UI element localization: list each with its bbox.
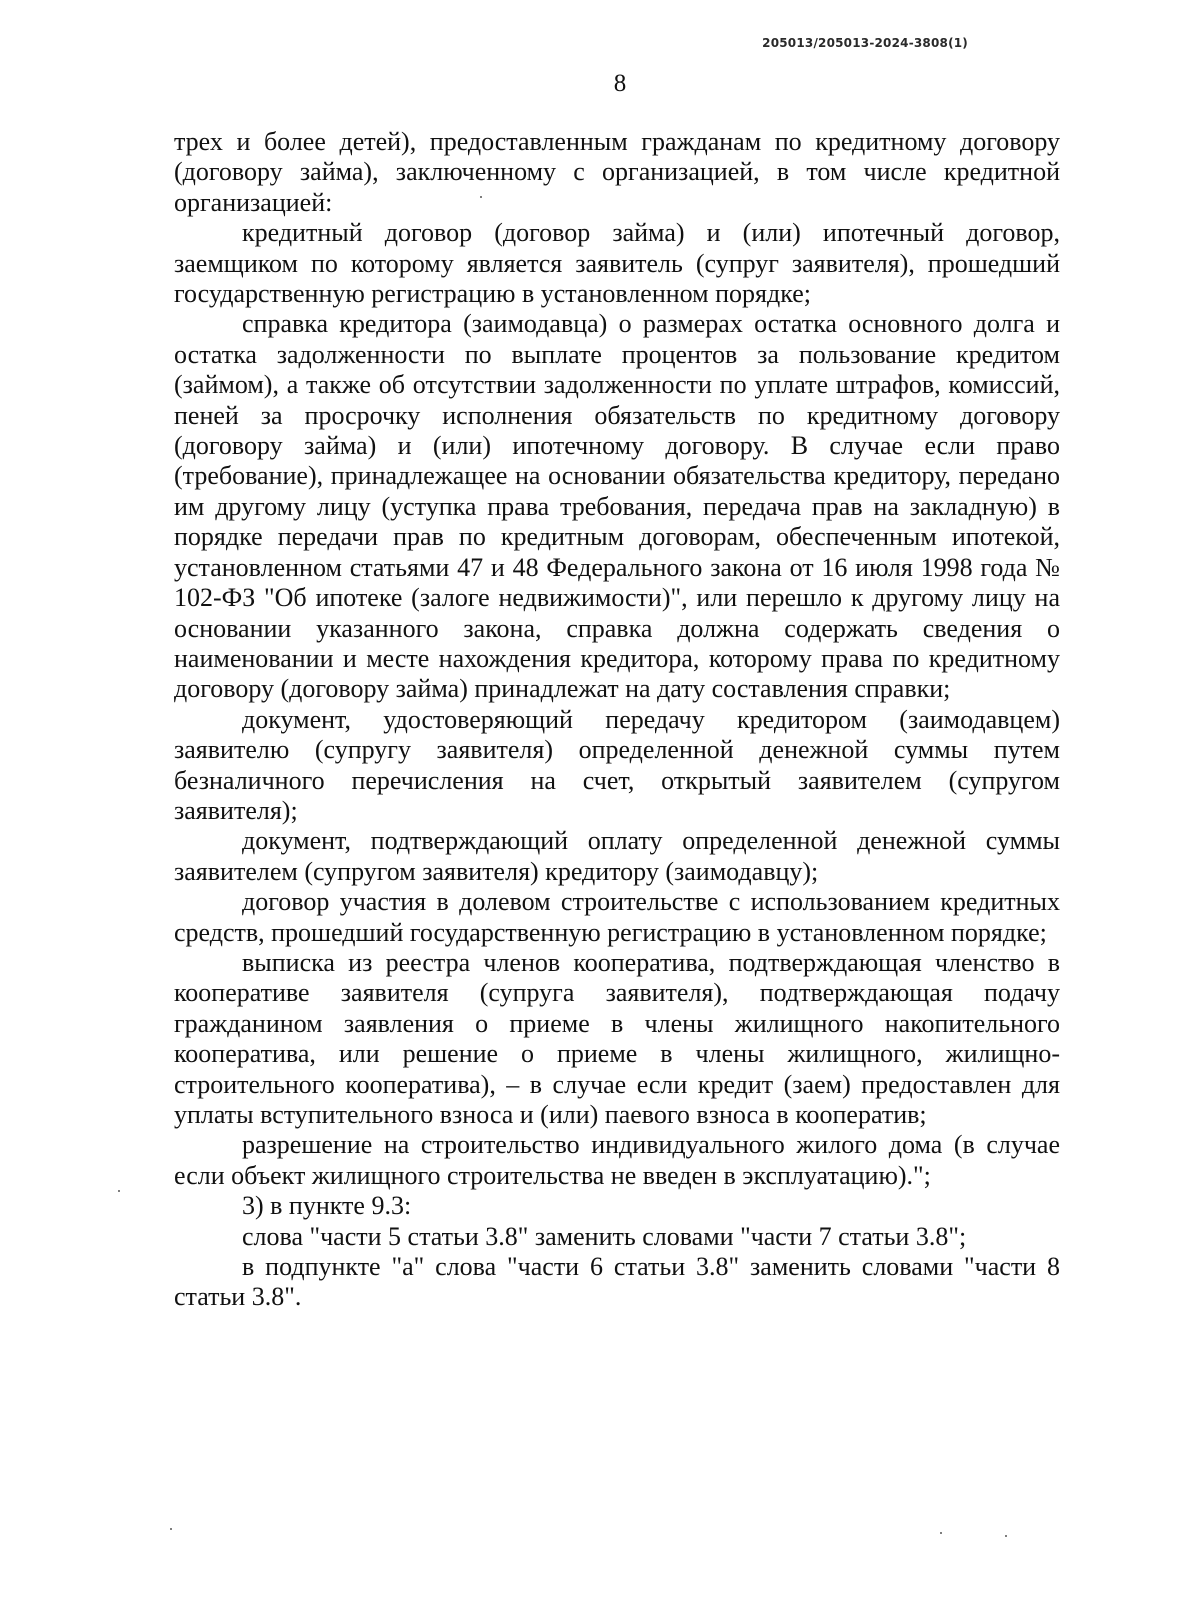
scan-speck <box>1005 1535 1007 1537</box>
paragraph-transfer-document: документ, удостоверяющий передачу кредитором (заимодавцем) заявителю (супругу заявителя) определенной денежной суммы путем безналичного перечисления на счет, открытый заявителем (супругом заявителя); <box>174 704 1060 825</box>
paragraph-continuation: трех и более детей), предоставленным гражданам по кредитному договору (договору займа), заключенному с организацией, в том числе кредитной организацией: <box>174 127 1060 217</box>
document-id: 205013/205013-2024-3808(1) <box>762 36 968 50</box>
scan-speck <box>170 1528 172 1530</box>
paragraph-payment-document: документ, подтверждающий оплату определенной денежной суммы заявителем (супругом заявителя) кредитору (заимодавцу); <box>174 826 1060 886</box>
paragraph-replace-part-5: слова "части 5 статьи 3.8" заменить словами "части 7 статьи 3.8"; <box>242 1221 967 1251</box>
scan-speck <box>480 196 482 198</box>
paragraph-replace-part-6: в подпункте "а" слова "части 6 статьи 3.8" заменить словами "части 8 статьи 3.8". <box>174 1252 1060 1312</box>
paragraph-credit-agreement: кредитный договор (договор займа) и (или) ипотечный договор, заемщиком по которому является заявитель (супруг заявителя), прошедший государственную регистрацию в установленном порядке; <box>174 218 1060 309</box>
paragraph-construction-permit: разрешение на строительство индивидуального жилого дома (в случае если объект жилищного строительства не введен в эксплуатацию)."; <box>174 1130 1060 1190</box>
page-number: 8 <box>613 70 627 97</box>
document-body <box>174 127 1060 1313</box>
paragraph-creditor-certificate: справка кредитора (заимодавца) о размерах остатка основного долга и остатка задолженности по выплате процентов за пользование кредитом (займом), а также об отсутствии задолженности по уплате штрафов, комиссий, пеней за просрочку исполнения обязательств по кредитному договору (договору займа) и (или) ипотечному договору. В случае если право (требование), принадлежащее на основании обязательства кредитору, передано им другому лицу (уступка права требования, передача прав на закладную) в порядке передачи прав по кредитным договорам, обеспеченным ипотекой, установленном статьями 47 и 48 Федерального закона от 16 июля 1998 года № 102-ФЗ "Об ипотеке (залоге недвижимости)", или перешло к другому лицу на основании указанного закона, справка должна содержать сведения о наименовании и месте нахождения кредитора, которому права по кредитному договору (договору займа) принадлежат на дату составления справки; <box>174 309 1060 704</box>
paragraph-clause-9-3: 3) в пункте 9.3: <box>242 1191 412 1221</box>
scan-speck <box>940 1532 942 1534</box>
scan-speck <box>118 1190 120 1192</box>
paragraph-cooperative-extract: выписка из реестра членов кооператива, подтверждающая членство в кооперативе заявителя (супруга заявителя), подтверждающая подачу гражданином заявления о приеме в члены жилищного накопительного кооператива, или решение о приеме в члены жилищного, жилищно-строительного кооператива), – в случае если кредит (заем) предоставлен для уплаты вступительного взноса и (или) паевого взноса в кооператив; <box>174 947 1060 1129</box>
paragraph-shared-construction-contract: договор участия в долевом строительстве с использованием кредитных средств, прошедший государственную регистрацию в установленном порядке; <box>174 887 1060 947</box>
